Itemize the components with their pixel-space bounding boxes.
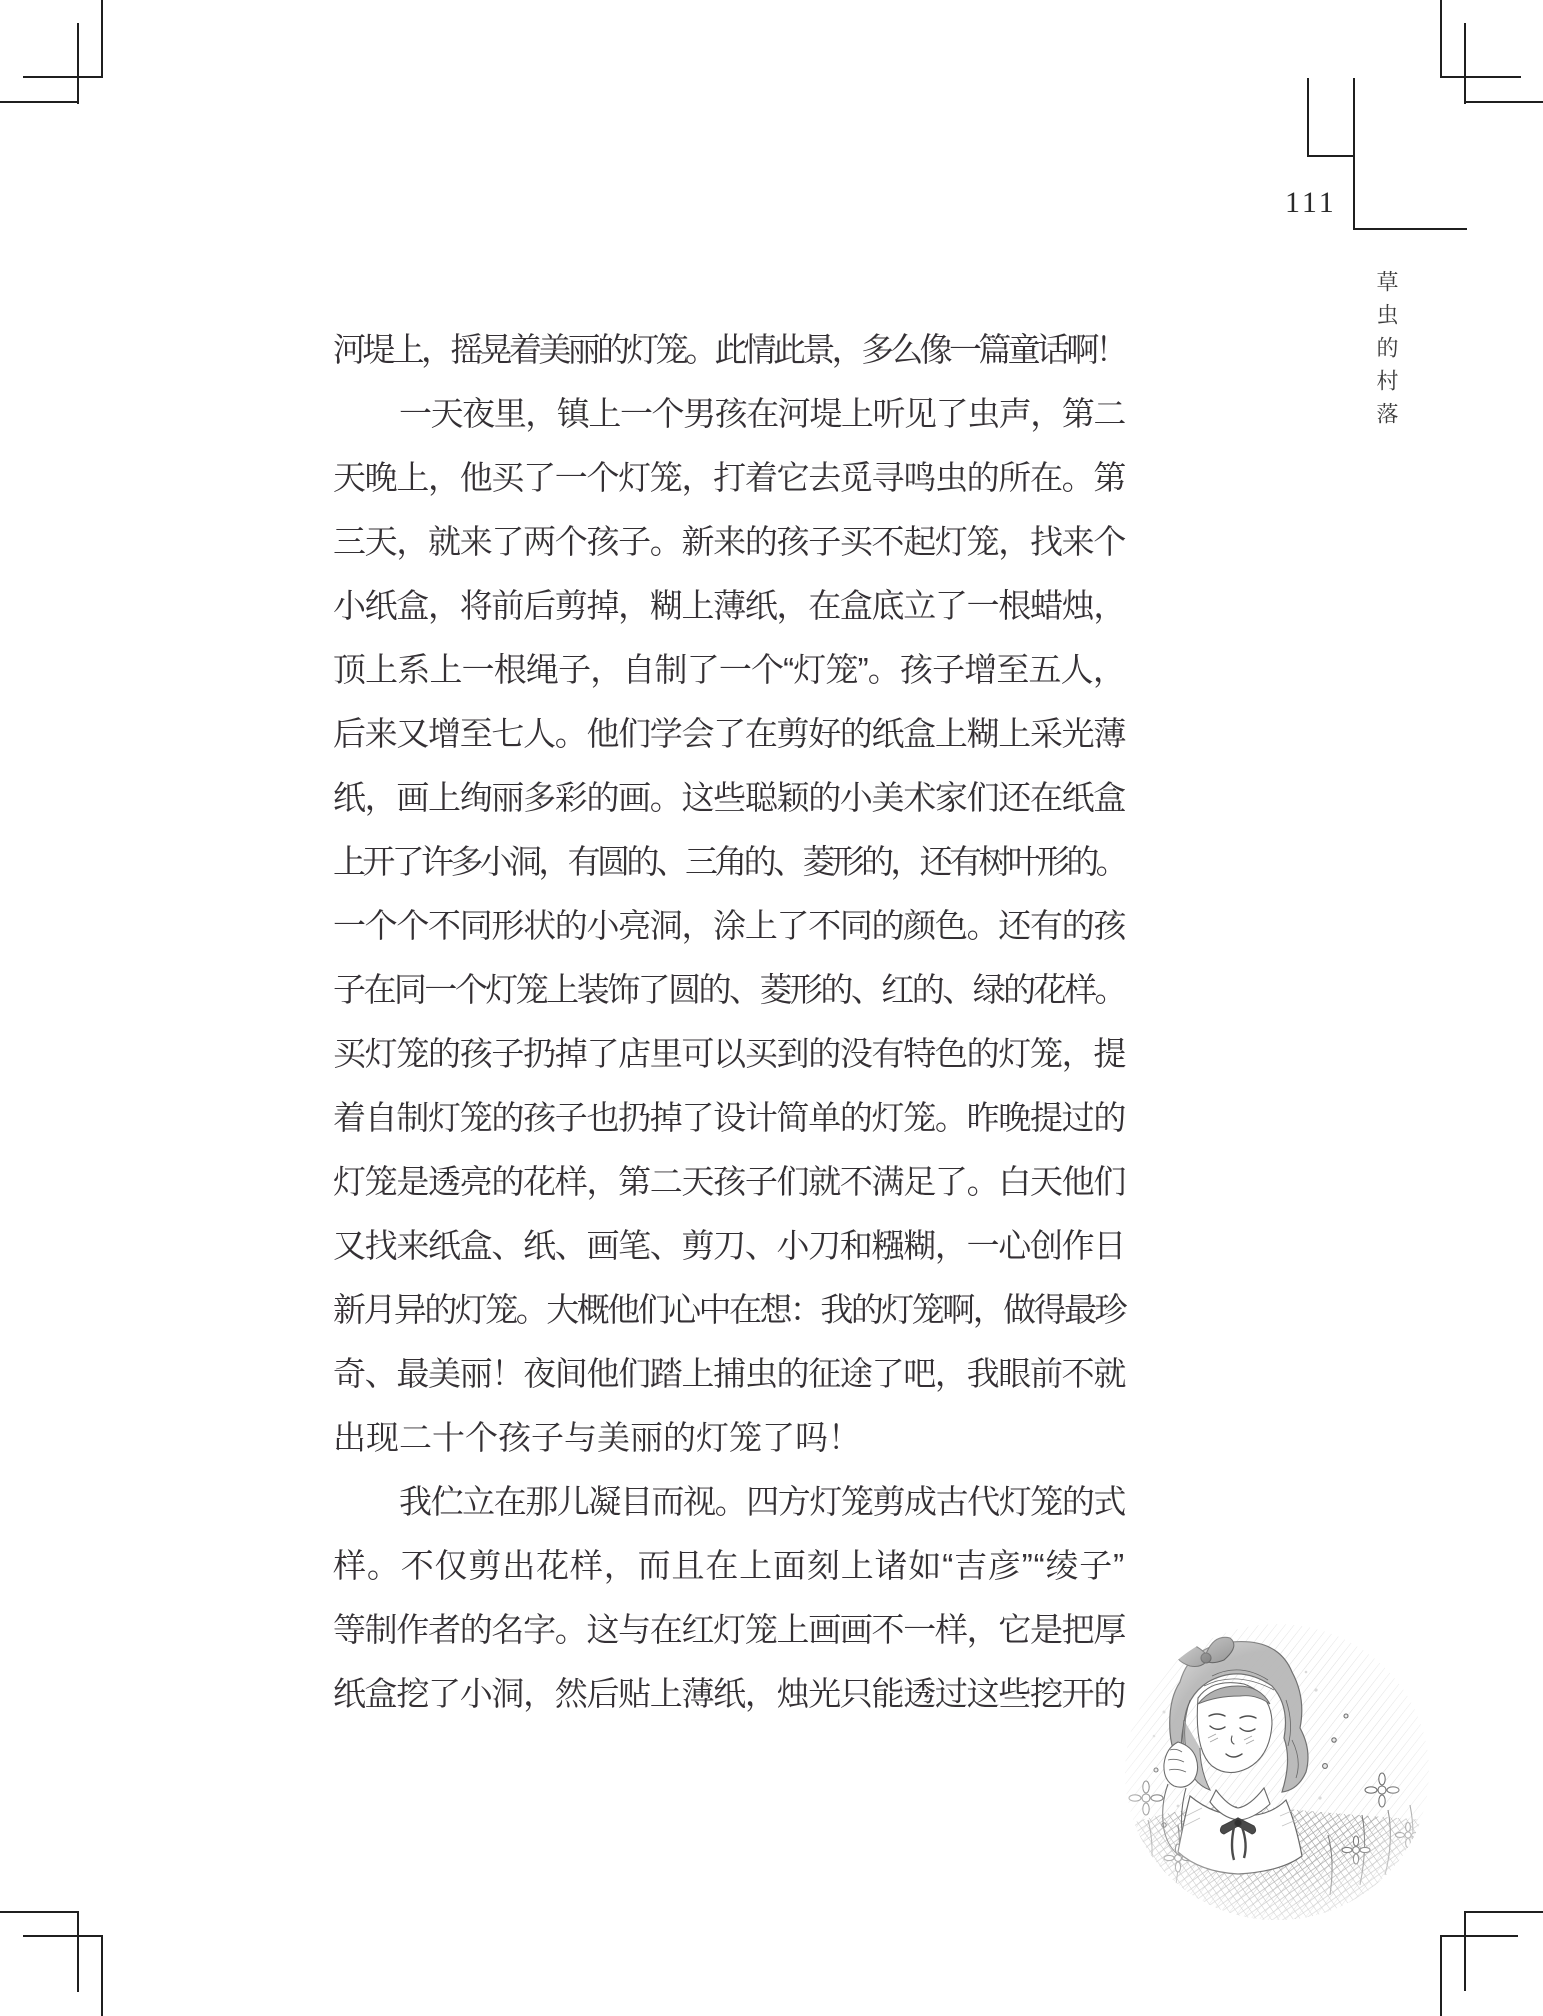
crop-mark-line [0, 1911, 79, 1913]
girl-with-flowers-sketch-icon [1120, 1620, 1434, 1924]
fold-mark-line [1353, 228, 1467, 230]
text-line [333, 766, 1125, 830]
crop-mark-line [1440, 1935, 1442, 2016]
crop-mark-line [0, 101, 79, 103]
crop-mark-line [1464, 101, 1543, 103]
text-line-content: 着自制灯笼的孩子也扔掉了设计简单的灯笼。昨晚提过的 [333, 1099, 1126, 1136]
text-line [333, 318, 1125, 382]
fold-mark-line [1307, 155, 1355, 157]
crop-mark-line [1464, 1911, 1466, 1991]
fold-mark-line [1353, 78, 1355, 230]
text-line-content: 子在同一个灯笼上装饰了圆的、菱形的、红的、绿的花样。 [333, 971, 1126, 1008]
text-line [333, 1598, 1125, 1662]
text-line [333, 1214, 1125, 1278]
text-line [333, 638, 1125, 702]
text-line-content: 一个个不同形状的小亮洞，涂上了不同的颜色。还有的孩 [333, 907, 1126, 944]
fold-mark-line [1307, 78, 1309, 157]
text-line-content: 纸盒挖了小洞，然后贴上薄纸，烛光只能透过这些挖开的 [333, 1675, 1126, 1712]
crop-mark-line [1440, 0, 1442, 78]
text-line-content: 顶上系上一根绳子，自制了一个“灯笼”。孩子增至五人， [333, 651, 1125, 688]
margin-lesson-title: 草虫的村落 [1374, 270, 1399, 435]
text-line [333, 1278, 1125, 1342]
text-line-content: 又找来纸盒、纸、画笔、剪刀、小刀和糨糊，一心创作日 [333, 1227, 1126, 1264]
text-line-content: 河堤上，摇晃着美丽的灯笼。此情此景，多么像一篇童话啊！ [333, 331, 1126, 368]
text-line-content: 灯笼是透亮的花样，第二天孩子们就不满足了。白天他们 [333, 1163, 1126, 1200]
text-line-content: 纸，画上绚丽多彩的画。这些聪颖的小美术家们还在纸盒 [333, 779, 1126, 816]
text-line [333, 958, 1125, 1022]
text-line [333, 1086, 1125, 1150]
crop-mark-line [23, 1935, 103, 1937]
crop-mark-line [1440, 1935, 1518, 1937]
text-line [333, 1022, 1125, 1086]
text-line-content: 等制作者的名字。这与在红灯笼上画画不一样，它是把厚 [333, 1611, 1126, 1648]
text-line-content: 三天，就来了两个孩子。新来的孩子买不起灯笼，找来个 [333, 523, 1126, 560]
crop-mark-line [101, 0, 103, 78]
crop-mark-line [77, 23, 79, 104]
crop-mark-line [101, 1935, 103, 2016]
text-line-content: 一天夜里，镇上一个男孩在河堤上听见了虫声，第二 [399, 395, 1126, 432]
text-line [333, 1662, 1125, 1726]
girl-illustration [1120, 1620, 1434, 1924]
crop-mark-line [77, 1911, 79, 1992]
text-line-content: 出现二十个孩子与美丽的灯笼了吗！ [333, 1419, 861, 1456]
crop-mark-line [1464, 23, 1466, 104]
text-line [333, 702, 1125, 766]
text-line [333, 1150, 1125, 1214]
text-line [333, 830, 1125, 894]
text-line [333, 894, 1125, 958]
text-line [333, 510, 1125, 574]
text-line [333, 574, 1125, 638]
page-number: 111 [1285, 186, 1337, 219]
text-line [333, 382, 1125, 446]
crop-mark-line [1440, 76, 1521, 78]
text-line [333, 446, 1125, 510]
text-line-content: 后来又增至七人。他们学会了在剪好的纸盒上糊上采光薄 [333, 715, 1126, 752]
text-line-content: 新月异的灯笼。大概他们心中在想：我的灯笼啊，做得最珍 [333, 1291, 1126, 1328]
text-line-content: 买灯笼的孩子扔掉了店里可以买到的没有特色的灯笼，提 [333, 1035, 1126, 1072]
text-line-content: 上开了许多小洞，有圆的、三角的、菱形的，还有树叶形的。 [333, 843, 1126, 880]
text-line [333, 1342, 1125, 1406]
crop-mark-line [23, 76, 103, 78]
crop-mark-line [1464, 1911, 1543, 1913]
text-line [333, 1406, 1125, 1470]
text-line-content: 奇、最美丽！夜间他们踏上捕虫的征途了吧，我眼前不就 [333, 1355, 1126, 1392]
text-line-content: 样。不仅剪出花样，而且在上面刻上诸如“吉彦”“绫子” [333, 1547, 1125, 1584]
text-line [333, 1534, 1125, 1598]
text-line-content: 我伫立在那儿凝目而视。四方灯笼剪成古代灯笼的式 [399, 1483, 1126, 1520]
text-line-content: 小纸盒，将前后剪掉，糊上薄纸，在盒底立了一根蜡烛， [333, 587, 1126, 624]
text-line [333, 1470, 1125, 1534]
body-text [333, 318, 1125, 1726]
text-line-content: 天晚上，他买了一个灯笼，打着它去觅寻鸣虫的所在。第 [333, 459, 1126, 496]
